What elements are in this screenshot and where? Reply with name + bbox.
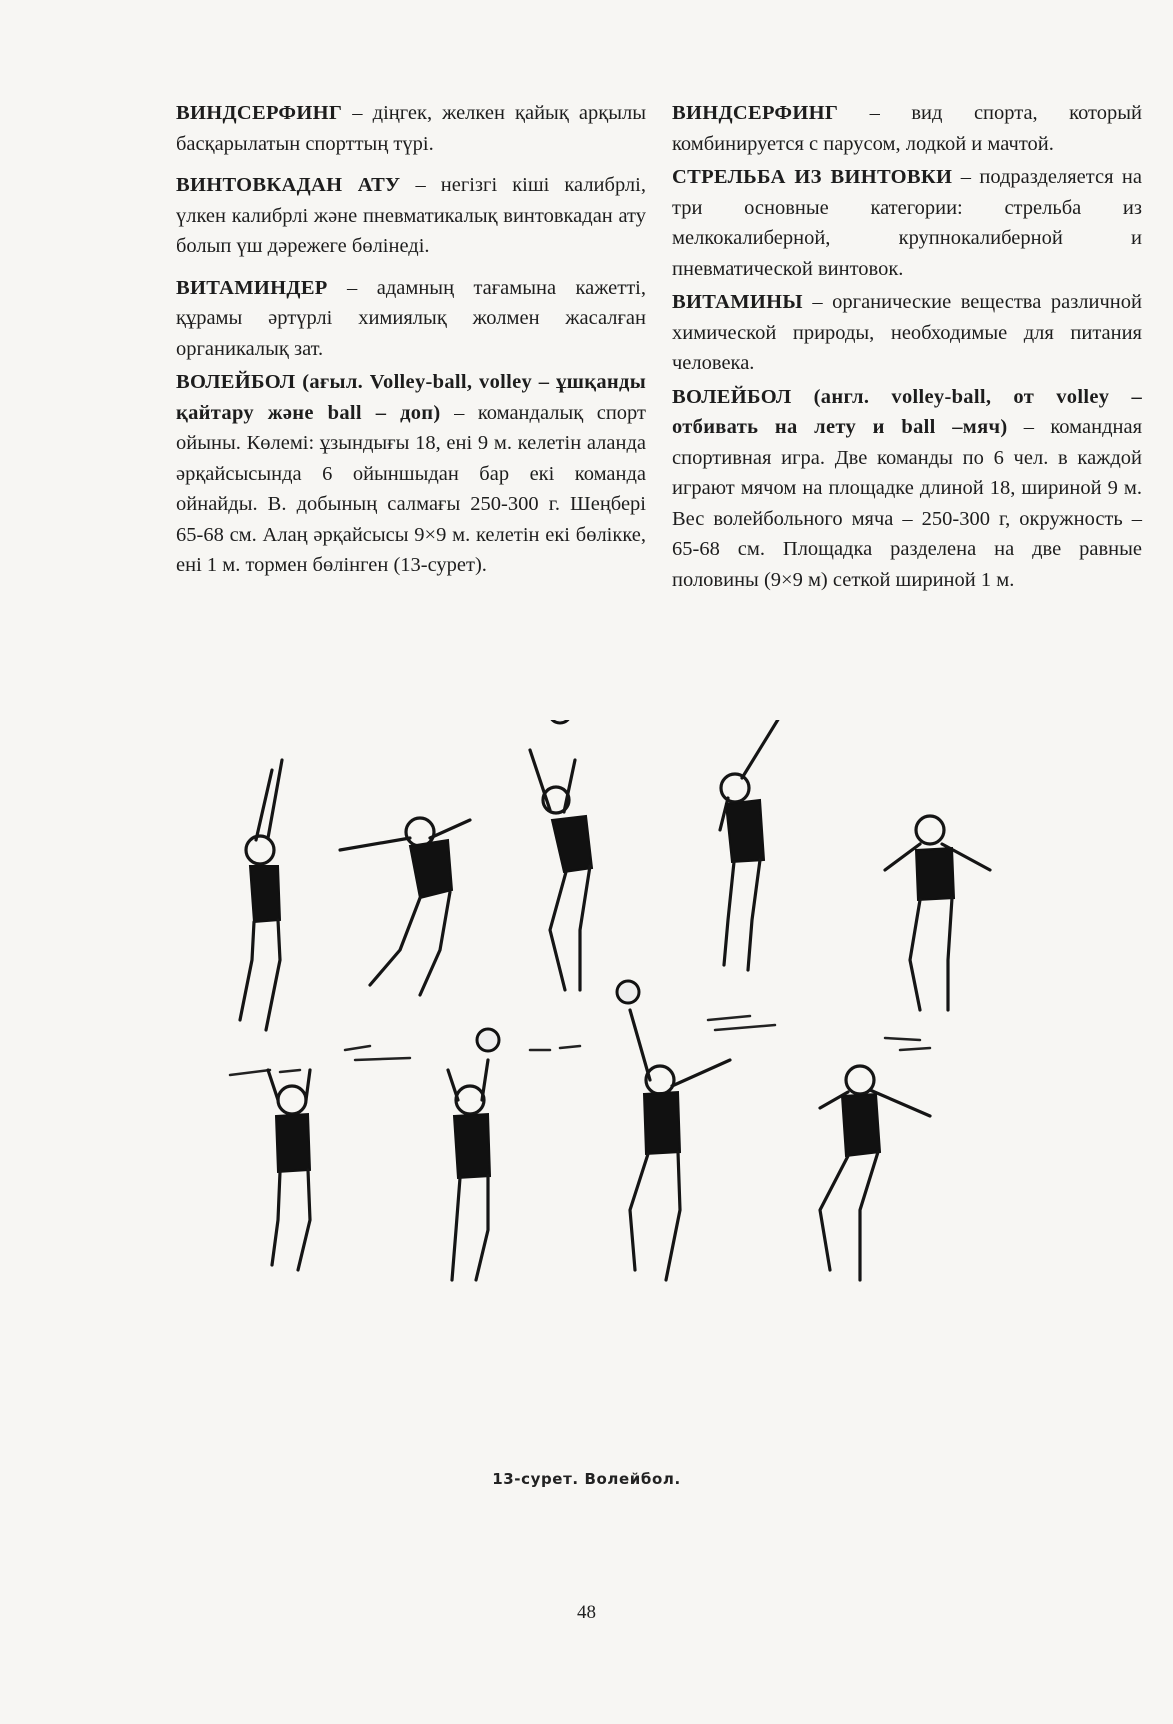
- entry-term: ВОЛЕЙБОЛ (англ. volley-ball, от volley – отбивать на лету и ball –мяч): [672, 385, 1142, 438]
- entry-volleyball-kz: [176, 367, 646, 581]
- entry-term: ВИНДСЕРФИНГ: [672, 102, 839, 124]
- entry-text: – командная спортивная игра. Две команды по 6 чел. в каждой играют мячом на площадке длиной 18, шириной 9 м. Вес волейбольного мяча – 250-300 г, окружность – 65-68 см. Площадка разделена на две равные половины (9×9 м) сеткой шириной 1 м.: [672, 416, 1143, 591]
- entry-text: – негізгі кіші калибрлі, үлкен калибрлі және пневматикалық винтовкадан ату болып үш дәрежеге бөлінеді.: [176, 174, 646, 257]
- entry-rifle-shooting-ru: [672, 162, 1142, 284]
- volleyball-figure: [220, 720, 1080, 1400]
- entry-vitamins-kz: [176, 273, 646, 365]
- player-figure-5: [885, 816, 990, 1050]
- player-figure-9: [820, 1066, 930, 1280]
- entry-text: – подразделяется на три основные категории: стрельба из мелкокалиберной, крупнокалиберной и пневматической винтовок.: [672, 166, 1142, 280]
- player-figure-2: [340, 818, 470, 1060]
- entry-term: ВИНДСЕРФИНГ: [176, 102, 343, 124]
- figure-caption: 13-сурет. Волейбол.: [492, 1470, 681, 1488]
- entry-vitamins-ru: [672, 287, 1142, 379]
- player-figure-3: [530, 720, 592, 1050]
- entry-volleyball-ru: [672, 382, 1142, 596]
- entry-text: – органические вещества различной химической природы, необходимые для питания человека.: [672, 291, 1142, 374]
- entry-text: – адамның тағамына кажетті, құрамы әртүрлі химиялық жолмен жасалған органикалық зат.: [176, 276, 646, 360]
- entry-windsurfing-kz: [176, 98, 646, 159]
- entry-text: – командалық спорт ойыны. Көлемі: ұзындығы 18, ені 9 м. келетін аланда әрқайсысында 6 ойыншыдан бар екі команда ойнайды. В. добының салмағы 250-300 г. Шеңбері 65-68 см. Алаң әрқайсысы 9×9 м. келетін екі бөлікке, ені 1 м. тормен бөлінген (13-сурет).: [176, 401, 646, 576]
- volleyball-ball-icon: [617, 981, 639, 1003]
- entry-term: ВОЛЕЙБОЛ (ағыл. Volley-ball, volley – ұшқанды қайтару және ball – доп): [176, 371, 646, 424]
- entry-term: ВИТАМИНЫ: [672, 291, 803, 313]
- left-column-kazakh: [176, 98, 646, 592]
- volleyball-ball-icon: [477, 1029, 499, 1051]
- player-figure-4: [708, 720, 790, 1030]
- page-number: 48: [577, 1602, 596, 1623]
- entry-windsurfing-ru: [672, 98, 1142, 159]
- entry-rifle-shooting-kz: [176, 170, 646, 262]
- player-figure-7: [448, 1029, 499, 1280]
- entry-term: ВИТАМИНДЕР: [176, 276, 328, 299]
- entry-text: – вид спорта, который комбинируется с парусом, лодкой и мачтой.: [672, 102, 1142, 155]
- volleyball-illustration: [220, 720, 1080, 1400]
- entry-term: ВИНТОВКАДАН АТУ: [176, 174, 401, 196]
- player-figure-8: [617, 981, 730, 1280]
- right-column-russian: [672, 98, 1142, 606]
- entry-text: – діңгек, желкен қайық арқылы басқарылатын спорттың түрі.: [176, 102, 646, 155]
- player-figure-6: [268, 1070, 310, 1270]
- volleyball-ball-icon: [549, 720, 571, 723]
- entry-term: СТРЕЛЬБА ИЗ ВИНТОВКИ: [672, 166, 953, 188]
- player-figure-1: [230, 760, 300, 1075]
